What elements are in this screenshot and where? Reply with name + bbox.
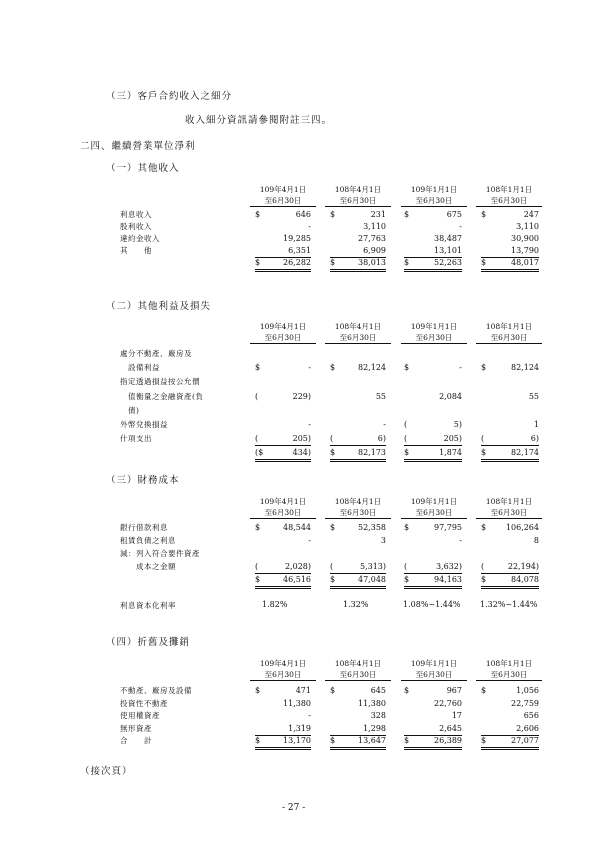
table-cell bbox=[330, 574, 386, 589]
table-cell bbox=[404, 348, 462, 360]
cell-value: 3,632) bbox=[435, 562, 462, 571]
table-cell bbox=[330, 257, 386, 272]
cell-value: 6,909 bbox=[363, 246, 386, 255]
table-cell bbox=[481, 209, 539, 221]
cell-currency: $ bbox=[330, 363, 336, 373]
cell-currency: $ bbox=[481, 523, 487, 532]
cell-value: 30,900 bbox=[511, 234, 539, 243]
cell-currency: $ bbox=[481, 210, 487, 219]
cell-currency: ($ bbox=[255, 448, 264, 458]
cell-currency: $ bbox=[255, 523, 261, 532]
header-period-end: 至6月30日 bbox=[325, 332, 391, 344]
cell-currency: $ bbox=[404, 448, 410, 458]
cell-value: 82,124 bbox=[511, 363, 539, 373]
cell-currency: $ bbox=[330, 258, 336, 267]
table-cell bbox=[481, 433, 539, 446]
table-cell bbox=[404, 447, 462, 462]
header-period-start: 108年4月1日 bbox=[334, 659, 382, 668]
depreciation-title: （四）折舊及攤銷 bbox=[106, 637, 191, 648]
cell-currency: ( bbox=[404, 562, 408, 571]
row-label: 處分不動產、廠房及 bbox=[120, 349, 192, 358]
cell-value: 47,048 bbox=[358, 575, 386, 584]
cell-value: 646 bbox=[295, 210, 311, 219]
row-label: 合 計 bbox=[120, 736, 152, 745]
cell-currency: $ bbox=[255, 258, 261, 267]
table-cell bbox=[481, 419, 539, 431]
header-period-start: 108年4月1日 bbox=[334, 185, 382, 194]
table-cell bbox=[255, 574, 311, 589]
cell-value: 84,078 bbox=[511, 575, 539, 584]
cell-currency: $ bbox=[481, 258, 487, 267]
table-cell bbox=[404, 391, 462, 403]
table-cell bbox=[481, 522, 539, 534]
cell-value: 3 bbox=[380, 536, 386, 545]
cell-value: 55 bbox=[528, 391, 539, 401]
cell-value: 106,264 bbox=[505, 523, 539, 532]
cell-value: 27,763 bbox=[358, 234, 386, 243]
table-cell bbox=[255, 391, 311, 403]
row-label: 成本之金額 bbox=[120, 562, 176, 571]
header-period-start: 109年1月1日 bbox=[410, 497, 458, 506]
cell-value: 19,285 bbox=[283, 234, 311, 243]
cell-currency: ( bbox=[481, 562, 485, 571]
cell-value: 1,056 bbox=[516, 686, 539, 695]
table-cell bbox=[481, 735, 539, 750]
row-label: 無形資產 bbox=[120, 723, 152, 733]
column-header bbox=[476, 184, 542, 207]
header-period-start: 108年4月1日 bbox=[334, 497, 382, 506]
table-cell bbox=[255, 447, 311, 462]
table-cell bbox=[255, 362, 311, 374]
table-cell bbox=[481, 561, 539, 574]
cell-currency: $ bbox=[404, 575, 410, 584]
table-cell bbox=[255, 522, 311, 534]
table-cell bbox=[330, 735, 386, 750]
cell-value: 2,084 bbox=[439, 391, 462, 401]
table-cell bbox=[330, 362, 386, 374]
table-cell bbox=[404, 433, 462, 446]
header-period-start: 109年4月1日 bbox=[259, 322, 307, 331]
cell-value: 2,028) bbox=[284, 562, 311, 571]
table-cell bbox=[330, 561, 386, 574]
cell-currency: $ bbox=[330, 523, 336, 532]
table-cell bbox=[330, 685, 386, 697]
cell-value: 3,110 bbox=[363, 222, 386, 231]
table-cell bbox=[330, 447, 386, 462]
header-period-end: 至6月30日 bbox=[325, 195, 391, 207]
table-cell bbox=[481, 221, 539, 233]
cell-currency: ( bbox=[255, 562, 259, 571]
finance-costs-title: （三）財務成本 bbox=[106, 475, 180, 486]
row-label: 外幣兌換損益 bbox=[120, 420, 168, 429]
table-cell bbox=[255, 257, 311, 272]
cell-currency: $ bbox=[255, 575, 261, 584]
header-period-start: 108年1月1日 bbox=[485, 185, 533, 194]
row-label: 投資性不動產 bbox=[120, 698, 168, 708]
row-label: 什項支出 bbox=[120, 434, 152, 444]
cell-value: 1,874 bbox=[439, 448, 462, 458]
table-cell bbox=[481, 362, 539, 374]
cell-value: 97,795 bbox=[434, 523, 462, 532]
cell-value: 22,759 bbox=[511, 698, 539, 708]
table-cell bbox=[404, 535, 462, 547]
cell-value: 5) bbox=[453, 420, 462, 429]
column-header bbox=[401, 496, 467, 519]
cell-currency: $ bbox=[404, 736, 410, 745]
row-label: 使用權資產 bbox=[120, 711, 160, 720]
cell-value: 13,647 bbox=[358, 736, 386, 745]
header-period-start: 108年1月1日 bbox=[485, 497, 533, 506]
cell-value: 94,163 bbox=[434, 575, 462, 584]
cell-currency: $ bbox=[481, 575, 487, 584]
table-cell bbox=[481, 698, 539, 710]
cell-value: 17 bbox=[451, 711, 462, 720]
cell-value: 6) bbox=[377, 434, 386, 444]
header-period-end: 至6月30日 bbox=[250, 507, 316, 519]
row-label: 設備利益 bbox=[120, 363, 160, 373]
cell-value: 247 bbox=[523, 210, 539, 219]
cell-value: - bbox=[459, 363, 462, 373]
table-cell bbox=[330, 391, 386, 403]
row-label: 減：列入符合要件資產 bbox=[120, 549, 200, 558]
table-cell bbox=[330, 433, 386, 446]
row-label: 銀行借款利息 bbox=[120, 523, 168, 532]
header-period-end: 至6月30日 bbox=[476, 195, 542, 207]
header-period-start: 109年1月1日 bbox=[410, 185, 458, 194]
column-header bbox=[401, 321, 467, 344]
cell-value: 5,313) bbox=[359, 562, 386, 571]
cell-value: - bbox=[459, 222, 462, 231]
column-header bbox=[401, 658, 467, 681]
cell-value: 675 bbox=[446, 210, 462, 219]
cell-value: 55 bbox=[375, 391, 386, 401]
table-cell bbox=[255, 419, 311, 431]
cell-currency: ( bbox=[481, 434, 485, 444]
row-label: 指定透過損益按公允價 bbox=[120, 377, 200, 387]
customer-revenue-text: 收入細分資訊請參閱附註三四。 bbox=[185, 115, 333, 126]
cell-value: 13,790 bbox=[511, 246, 539, 255]
column-header bbox=[401, 184, 467, 207]
header-period-end: 至6月30日 bbox=[476, 669, 542, 681]
cap-rate-4: 1.32%~1.44% bbox=[480, 600, 538, 609]
table-cell bbox=[481, 685, 539, 697]
cell-value: 38,013 bbox=[358, 258, 386, 267]
cell-currency: $ bbox=[404, 523, 410, 532]
table-cell bbox=[404, 362, 462, 374]
cell-value: 13,170 bbox=[283, 736, 311, 745]
column-header bbox=[476, 321, 542, 344]
table-cell bbox=[481, 447, 539, 462]
table-cell bbox=[404, 209, 462, 221]
page-number: - 27 - bbox=[282, 803, 306, 813]
cell-currency: $ bbox=[330, 575, 336, 584]
cell-value: 48,017 bbox=[511, 258, 539, 267]
table-cell bbox=[255, 433, 311, 446]
cap-rate-1: 1.82% bbox=[262, 600, 288, 609]
cell-value: 26,282 bbox=[283, 258, 311, 267]
table-cell bbox=[330, 723, 386, 736]
row-label: 不動產、廠房及設備 bbox=[120, 686, 192, 695]
row-label: 債) bbox=[120, 405, 140, 415]
table-cell bbox=[404, 522, 462, 534]
table-cell bbox=[330, 348, 386, 360]
cell-value: 205) bbox=[292, 434, 311, 444]
cell-value: 1,319 bbox=[288, 723, 311, 733]
cell-currency: ( bbox=[330, 434, 334, 444]
cell-currency: $ bbox=[481, 736, 487, 745]
table-cell bbox=[481, 723, 539, 736]
cell-value: 656 bbox=[523, 711, 539, 720]
column-header bbox=[250, 658, 316, 681]
table-cell bbox=[481, 548, 539, 560]
column-header bbox=[325, 658, 391, 681]
header-period-end: 至6月30日 bbox=[401, 507, 467, 519]
table-cell bbox=[255, 221, 311, 233]
cell-value: 82,124 bbox=[358, 363, 386, 373]
cell-currency: $ bbox=[404, 210, 410, 219]
cell-currency: $ bbox=[404, 686, 410, 695]
cell-currency: $ bbox=[481, 363, 487, 373]
cell-value: 38,487 bbox=[434, 234, 462, 243]
table-cell bbox=[255, 233, 311, 245]
cell-value: 967 bbox=[446, 686, 462, 695]
cell-value: 2,645 bbox=[439, 723, 462, 733]
cell-value: 231 bbox=[370, 210, 386, 219]
cell-currency: ( bbox=[330, 562, 334, 571]
row-label: 違約金收入 bbox=[120, 234, 160, 243]
cell-currency: $ bbox=[255, 210, 261, 219]
other-income-title: （一）其他收入 bbox=[106, 163, 180, 174]
cell-currency: $ bbox=[255, 686, 261, 695]
cell-value: 3,110 bbox=[516, 222, 539, 231]
row-label: 值衡量之金融資產(負 bbox=[120, 391, 204, 401]
table-cell bbox=[404, 233, 462, 245]
table-cell bbox=[481, 710, 539, 722]
header-period-end: 至6月30日 bbox=[401, 332, 467, 344]
table-cell bbox=[255, 698, 311, 710]
cell-value: - bbox=[308, 420, 311, 429]
table-cell bbox=[481, 535, 539, 547]
column-header bbox=[250, 184, 316, 207]
table-cell bbox=[481, 233, 539, 245]
header-period-start: 109年1月1日 bbox=[410, 322, 458, 331]
cell-value: 1 bbox=[533, 420, 539, 429]
table-cell bbox=[330, 710, 386, 722]
cell-value: 11,380 bbox=[358, 698, 386, 708]
table-cell bbox=[404, 723, 462, 736]
header-period-end: 至6月30日 bbox=[325, 507, 391, 519]
cell-value: 52,263 bbox=[434, 258, 462, 267]
cell-currency: $ bbox=[481, 448, 487, 458]
table-cell bbox=[481, 376, 539, 388]
cell-value: 6,351 bbox=[288, 246, 311, 255]
cell-currency: ( bbox=[255, 391, 259, 401]
cell-value: 205) bbox=[443, 434, 462, 444]
cap-rate-3: 1.08%~1.44% bbox=[403, 600, 461, 609]
table-cell bbox=[404, 376, 462, 388]
header-period-start: 109年1月1日 bbox=[410, 659, 458, 668]
header-period-end: 至6月30日 bbox=[401, 669, 467, 681]
cell-value: 471 bbox=[295, 686, 311, 695]
cell-currency: ( bbox=[255, 434, 259, 444]
table-cell bbox=[481, 574, 539, 589]
table-cell bbox=[404, 419, 462, 431]
table-cell bbox=[404, 257, 462, 272]
table-cell bbox=[255, 535, 311, 547]
table-cell bbox=[330, 209, 386, 221]
cell-currency: $ bbox=[255, 363, 261, 373]
header-period-start: 108年1月1日 bbox=[485, 322, 533, 331]
header-period-end: 至6月30日 bbox=[476, 507, 542, 519]
cell-value: 8 bbox=[533, 536, 539, 545]
cell-value: 48,544 bbox=[283, 523, 311, 532]
table-cell bbox=[481, 348, 539, 360]
cell-currency: $ bbox=[255, 736, 261, 745]
cell-value: - bbox=[308, 222, 311, 231]
cell-value: - bbox=[308, 363, 311, 373]
column-header bbox=[476, 658, 542, 681]
table-cell bbox=[404, 685, 462, 697]
cap-rate-2: 1.32% bbox=[343, 600, 369, 609]
cell-value: 6) bbox=[530, 434, 539, 444]
table-cell bbox=[330, 522, 386, 534]
cell-currency: $ bbox=[481, 686, 487, 695]
cell-value: 22,760 bbox=[434, 698, 462, 708]
cell-currency: $ bbox=[330, 448, 336, 458]
cell-currency: $ bbox=[404, 363, 410, 373]
table-cell bbox=[404, 405, 462, 417]
header-period-start: 109年4月1日 bbox=[259, 659, 307, 668]
table-cell bbox=[330, 405, 386, 417]
header-period-start: 108年1月1日 bbox=[485, 659, 533, 668]
table-cell bbox=[404, 574, 462, 589]
table-cell bbox=[330, 376, 386, 388]
table-cell bbox=[330, 221, 386, 233]
header-period-end: 至6月30日 bbox=[476, 332, 542, 344]
row-label: 利息收入 bbox=[120, 210, 152, 219]
cell-value: 82,173 bbox=[358, 448, 386, 458]
table-cell bbox=[330, 535, 386, 547]
cap-rate-label: 利息資本化利率 bbox=[120, 601, 176, 610]
header-period-end: 至6月30日 bbox=[325, 669, 391, 681]
cell-value: 2,606 bbox=[516, 723, 539, 733]
header-period-end: 至6月30日 bbox=[250, 332, 316, 344]
cell-value: 328 bbox=[370, 711, 386, 720]
cell-value: 82,174 bbox=[511, 448, 539, 458]
table-cell bbox=[330, 233, 386, 245]
table-cell bbox=[255, 735, 311, 750]
cell-value: 52,358 bbox=[358, 523, 386, 532]
header-period-start: 109年4月1日 bbox=[259, 185, 307, 194]
cell-value: 26,389 bbox=[434, 736, 462, 745]
column-header bbox=[325, 184, 391, 207]
header-period-end: 至6月30日 bbox=[250, 669, 316, 681]
column-header bbox=[325, 321, 391, 344]
table-cell bbox=[255, 376, 311, 388]
table-cell bbox=[255, 348, 311, 360]
cell-value: 434) bbox=[292, 448, 311, 458]
column-header bbox=[476, 496, 542, 519]
table-cell bbox=[481, 257, 539, 272]
column-header bbox=[250, 496, 316, 519]
column-header bbox=[250, 321, 316, 344]
row-label: 股利收入 bbox=[120, 222, 152, 231]
cell-currency: $ bbox=[330, 686, 336, 695]
section24-title: 二四、繼續營業單位淨利 bbox=[80, 141, 196, 152]
cell-value: 645 bbox=[370, 686, 386, 695]
cell-value: - bbox=[308, 711, 311, 720]
cell-currency: ( bbox=[404, 420, 408, 429]
header-period-start: 108年4月1日 bbox=[334, 322, 382, 331]
table-cell bbox=[330, 698, 386, 710]
cell-value: 22,194) bbox=[507, 562, 539, 571]
column-header bbox=[325, 496, 391, 519]
cell-value: - bbox=[383, 420, 386, 429]
table-cell bbox=[481, 405, 539, 417]
table-cell bbox=[255, 710, 311, 722]
header-period-end: 至6月30日 bbox=[401, 195, 467, 207]
row-label: 租賃負債之利息 bbox=[120, 536, 176, 545]
cell-value: 46,516 bbox=[283, 575, 311, 584]
cell-currency: $ bbox=[404, 258, 410, 267]
table-cell bbox=[330, 419, 386, 431]
table-cell bbox=[481, 391, 539, 403]
table-cell bbox=[404, 548, 462, 560]
table-cell bbox=[255, 209, 311, 221]
table-cell bbox=[404, 561, 462, 574]
cell-value: 27,077 bbox=[511, 736, 539, 745]
cell-value: 13,101 bbox=[434, 246, 462, 255]
cell-value: 229) bbox=[292, 391, 311, 401]
row-label: 其 他 bbox=[120, 246, 152, 255]
cell-value: 11,380 bbox=[283, 698, 311, 708]
continued-note: （接次頁） bbox=[80, 766, 133, 777]
cell-value: - bbox=[459, 536, 462, 545]
table-cell bbox=[255, 723, 311, 736]
table-cell bbox=[404, 735, 462, 750]
table-cell bbox=[404, 710, 462, 722]
header-period-end: 至6月30日 bbox=[250, 195, 316, 207]
header-period-start: 109年4月1日 bbox=[259, 497, 307, 506]
table-cell bbox=[255, 405, 311, 417]
cell-currency: $ bbox=[330, 736, 336, 745]
cell-value: 1,298 bbox=[363, 723, 386, 733]
table-cell bbox=[255, 685, 311, 697]
other-gains-title: （二）其他利益及損失 bbox=[106, 301, 212, 312]
table-cell bbox=[255, 561, 311, 574]
table-cell bbox=[255, 548, 311, 560]
cell-currency: ( bbox=[404, 434, 408, 444]
cell-currency: $ bbox=[330, 210, 336, 219]
customer-revenue-title: （三）客戶合約收入之細分 bbox=[106, 91, 233, 102]
cell-value: - bbox=[308, 536, 311, 545]
table-cell bbox=[404, 698, 462, 710]
table-cell bbox=[404, 221, 462, 233]
table-cell bbox=[330, 548, 386, 560]
